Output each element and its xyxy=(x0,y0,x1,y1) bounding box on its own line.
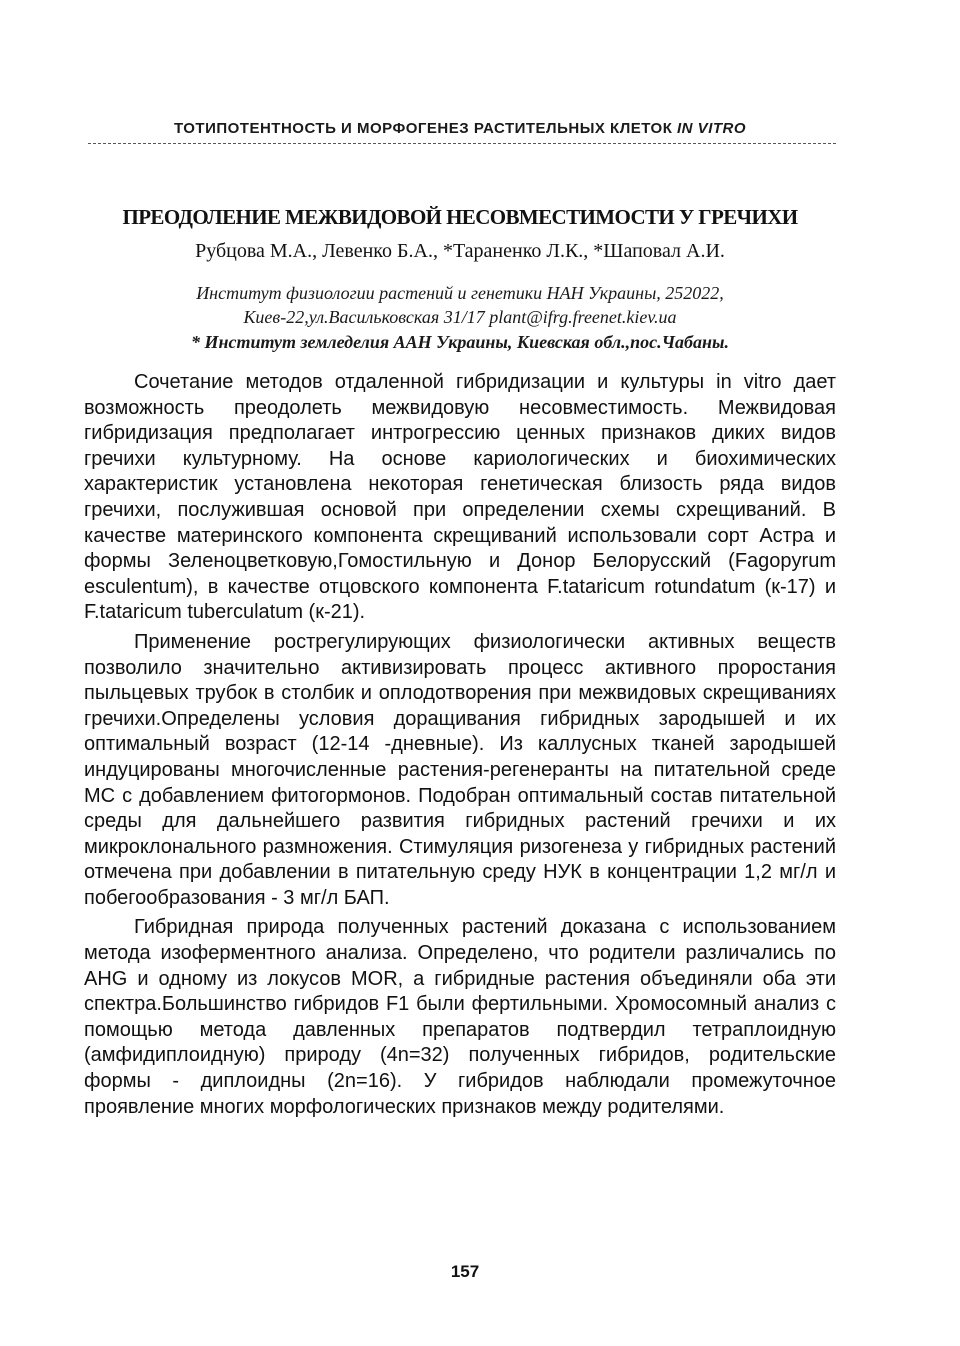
paragraph-2: Применение рострегулирующих физиологически активных веществ позволило значительно активизировать процесс активного проростания пыльцевых трубок в столбик и оплодотворения при межвидовых скрещиваниях гречихи.Определены условия доращивания гибридных зародышей и их оптимальный возраст (12-14 -дневные). Из каллусных тканей зародышей индуцированы многочисленные растения-регенеранты на питательной среде МС с добавлением фитогормонов. Подобран оптимальный состав питательной среды для дальнейшего развития гибридных растений гречихи и их микроклонального размножения. Стимуляция ризогенеза у гибридных растений отмечена при добавлении в питательную среду НУК в концентрации 1,2 мг/л и побегообразования - 3 мг/л БАП. xyxy=(84,630,836,909)
affiliation-line-2: Киев-22,ул.Васильковская 31/17 plant@ifrg.freenet.kiev.ua xyxy=(243,307,677,327)
page-number: 157 xyxy=(450,1262,480,1281)
running-header xyxy=(90,120,830,137)
paragraph-3: Гибридная природа полученных растений доказана с использованием метода изоферментного анализа. Определено, что родители различались по AHG и одному из локусов MOR, а гибридные растения объединяли оба эти спектра.Большинство гибридов F1 были фертильными. Хромосомный анализ с помощью метода давленных препаратов подтвердил тетраплоидную (амфидиплоидную) природу (4n=32) полученных гибридов, родительские формы - диплоидны (2n=16). У гибридов наблюдали промежуточное проявление многих морфологических признаков между родителями. xyxy=(84,916,836,1118)
running-header-italic: IN VITRO xyxy=(677,120,747,137)
header-rule xyxy=(88,143,836,144)
affiliation-line-3: * Институт земледелия ААН Украины, Киевская обл.,пос.Чабаны. xyxy=(190,332,730,352)
article-body xyxy=(84,370,836,1124)
article-title: ПРЕОДОЛЕНИЕ МЕЖВИДОВОЙ НЕСОВМЕСТИМОСТИ У ГРЕЧИХИ xyxy=(122,205,798,229)
running-header-text: ТОТИПОТЕНТНОСТЬ И МОРФОГЕНЕЗ РАСТИТЕЛЬНЫХ КЛЕТОК xyxy=(173,120,673,137)
paragraph-1: Сочетание методов отдаленной гибридизации и культуры in vitro дает возможность преодолеть межвидовую несовместимость. Межвидовая гибридизация предполагает интрогрессию ценных признаков диких видов гречихи культурному. На основе кариологических и биохимических характеристик установлена некоторая генетическая близость ряда видов гречихи, послужившая основой при определении схемы схрещиваний. В качестве материнского компонента скрещиваний использовали сорт Астра и формы Зеленоцветковую,Гомостильную и Донор Белорусский (Fagopyrum esculentum), в качестве отцовского компонента F.tataricum rotundatum (к-17) и F.tataricum tuberculatum (к-21). xyxy=(84,371,836,624)
affiliation-line-1: Институт физиологии растений и генетики НАН Украины, 252022, xyxy=(196,283,724,303)
article-authors: Рубцова М.А., Левенко Б.А., *Тараненко Л.К., *Шаповал А.И. xyxy=(195,240,725,262)
